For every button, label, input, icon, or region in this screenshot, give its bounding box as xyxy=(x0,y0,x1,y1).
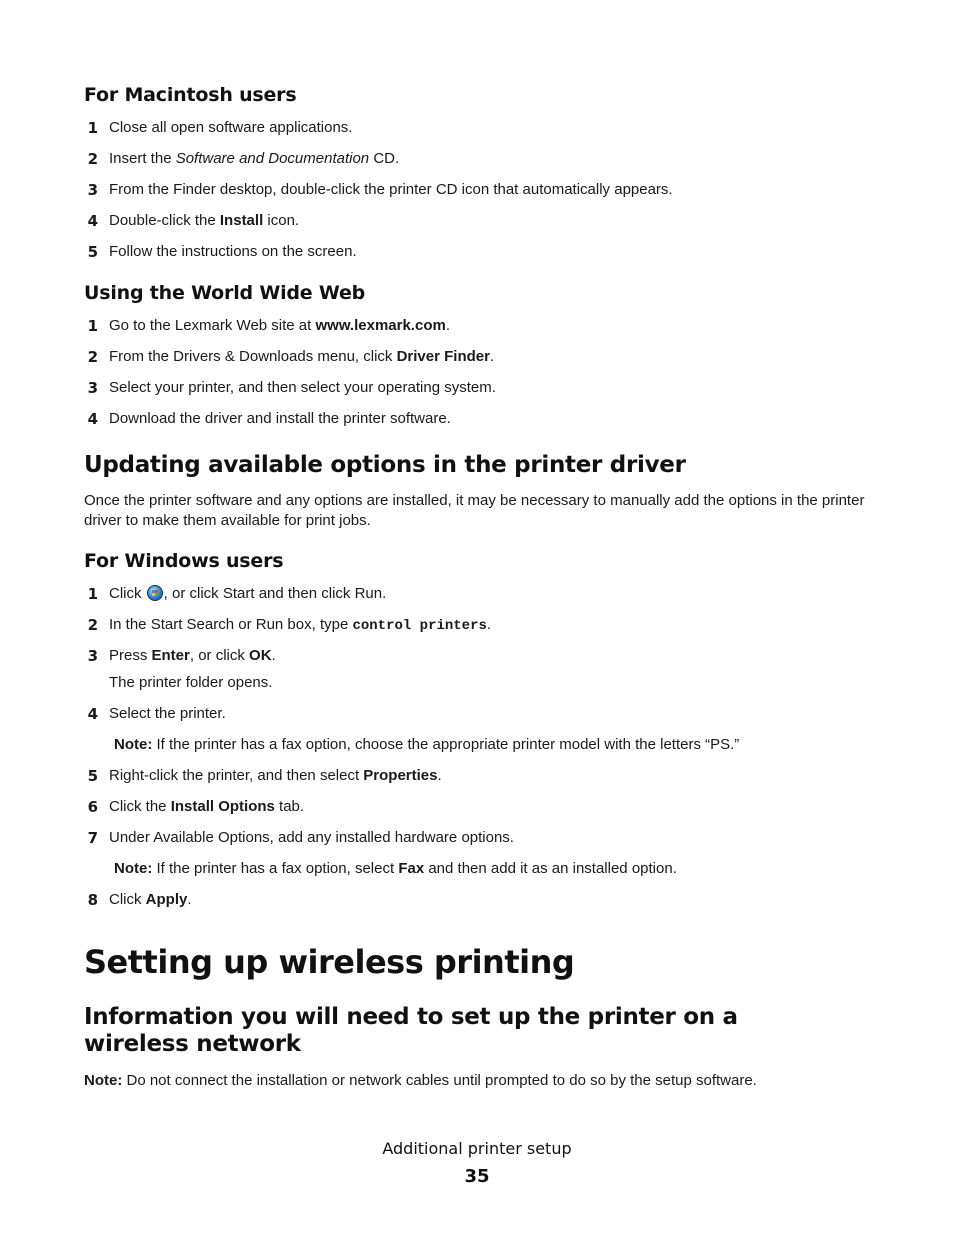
step-text: Go to the Lexmark Web site at www.lexmark.com. xyxy=(109,317,450,334)
step-number: 7 xyxy=(87,829,98,847)
step-text: Press Enter, or click OK. xyxy=(109,647,276,664)
wireless-note: Note: Do not connect the installation or network cables until prompted to do so by the setup software. xyxy=(84,1072,757,1089)
step-text: In the Start Search or Run box, type control printers. xyxy=(109,616,492,634)
step-text: Double-click the Install icon. xyxy=(109,212,300,229)
lexmark-url: www.lexmark.com xyxy=(315,317,446,334)
mac-heading: For Macintosh users xyxy=(84,84,297,106)
step-number: 6 xyxy=(87,798,98,816)
step-text: Insert the Software and Documentation CD. xyxy=(109,150,400,167)
step-number: 3 xyxy=(87,181,98,199)
step-text: Close all open software applications. xyxy=(109,119,353,136)
step-number: 1 xyxy=(87,585,98,603)
step-text: Right-click the printer, and then select Properties. xyxy=(109,767,442,784)
step-text: Click the Install Options tab. xyxy=(109,798,305,815)
step-text: Select the printer. xyxy=(109,705,226,722)
step-number: 1 xyxy=(87,317,98,335)
wireless-info-heading: Information you will need to set up the printer on a wireless network xyxy=(84,1004,738,1057)
windows-start-icon xyxy=(147,585,163,601)
step-number: 2 xyxy=(87,616,98,634)
step-text: Under Available Options, add any installed hardware options. xyxy=(109,829,514,846)
windows-heading: For Windows users xyxy=(84,550,284,572)
win-step-3-result: The printer folder opens. xyxy=(109,674,273,691)
step-number: 5 xyxy=(87,767,98,785)
step-number: 8 xyxy=(87,891,98,909)
updating-paragraph: Once the printer software and any options are installed, it may be necessary to manually add the options in the printer driver to make them available for print jobs. xyxy=(84,492,865,529)
step-text: Click Apply. xyxy=(109,891,192,908)
step-text: Select your printer, and then select your operating system. xyxy=(109,379,496,396)
step-number: 5 xyxy=(87,243,98,261)
step-number: 1 xyxy=(87,119,98,137)
step-text: Click , or click Start and then click Run. xyxy=(109,585,387,602)
win-step-7-note: Note: If the printer has a fax option, select Fax and then add it as an installed option. xyxy=(114,860,677,877)
wireless-heading: Setting up wireless printing xyxy=(84,943,575,981)
step-text: From the Finder desktop, double-click the printer CD icon that automatically appears. xyxy=(109,181,673,198)
step-text: Download the driver and install the printer software. xyxy=(109,410,451,427)
step-number: 4 xyxy=(87,212,98,230)
step-number: 4 xyxy=(87,705,98,723)
footer-section-label: Additional printer setup xyxy=(382,1139,572,1158)
page-number: 35 xyxy=(464,1166,490,1187)
step-number: 3 xyxy=(87,379,98,397)
step-text: Follow the instructions on the screen. xyxy=(109,243,357,260)
command-code: control printers xyxy=(352,618,487,634)
updating-heading: Updating available options in the printer driver xyxy=(84,452,686,478)
web-heading: Using the World Wide Web xyxy=(84,282,366,304)
step-number: 2 xyxy=(87,348,98,366)
step-number: 2 xyxy=(87,150,98,168)
step-text: From the Drivers & Downloads menu, click Driver Finder. xyxy=(109,348,495,365)
step-number: 3 xyxy=(87,647,98,665)
step-number: 4 xyxy=(87,410,98,428)
win-step-4-note: Note: If the printer has a fax option, choose the appropriate printer model with the letters “PS.” xyxy=(114,736,740,753)
